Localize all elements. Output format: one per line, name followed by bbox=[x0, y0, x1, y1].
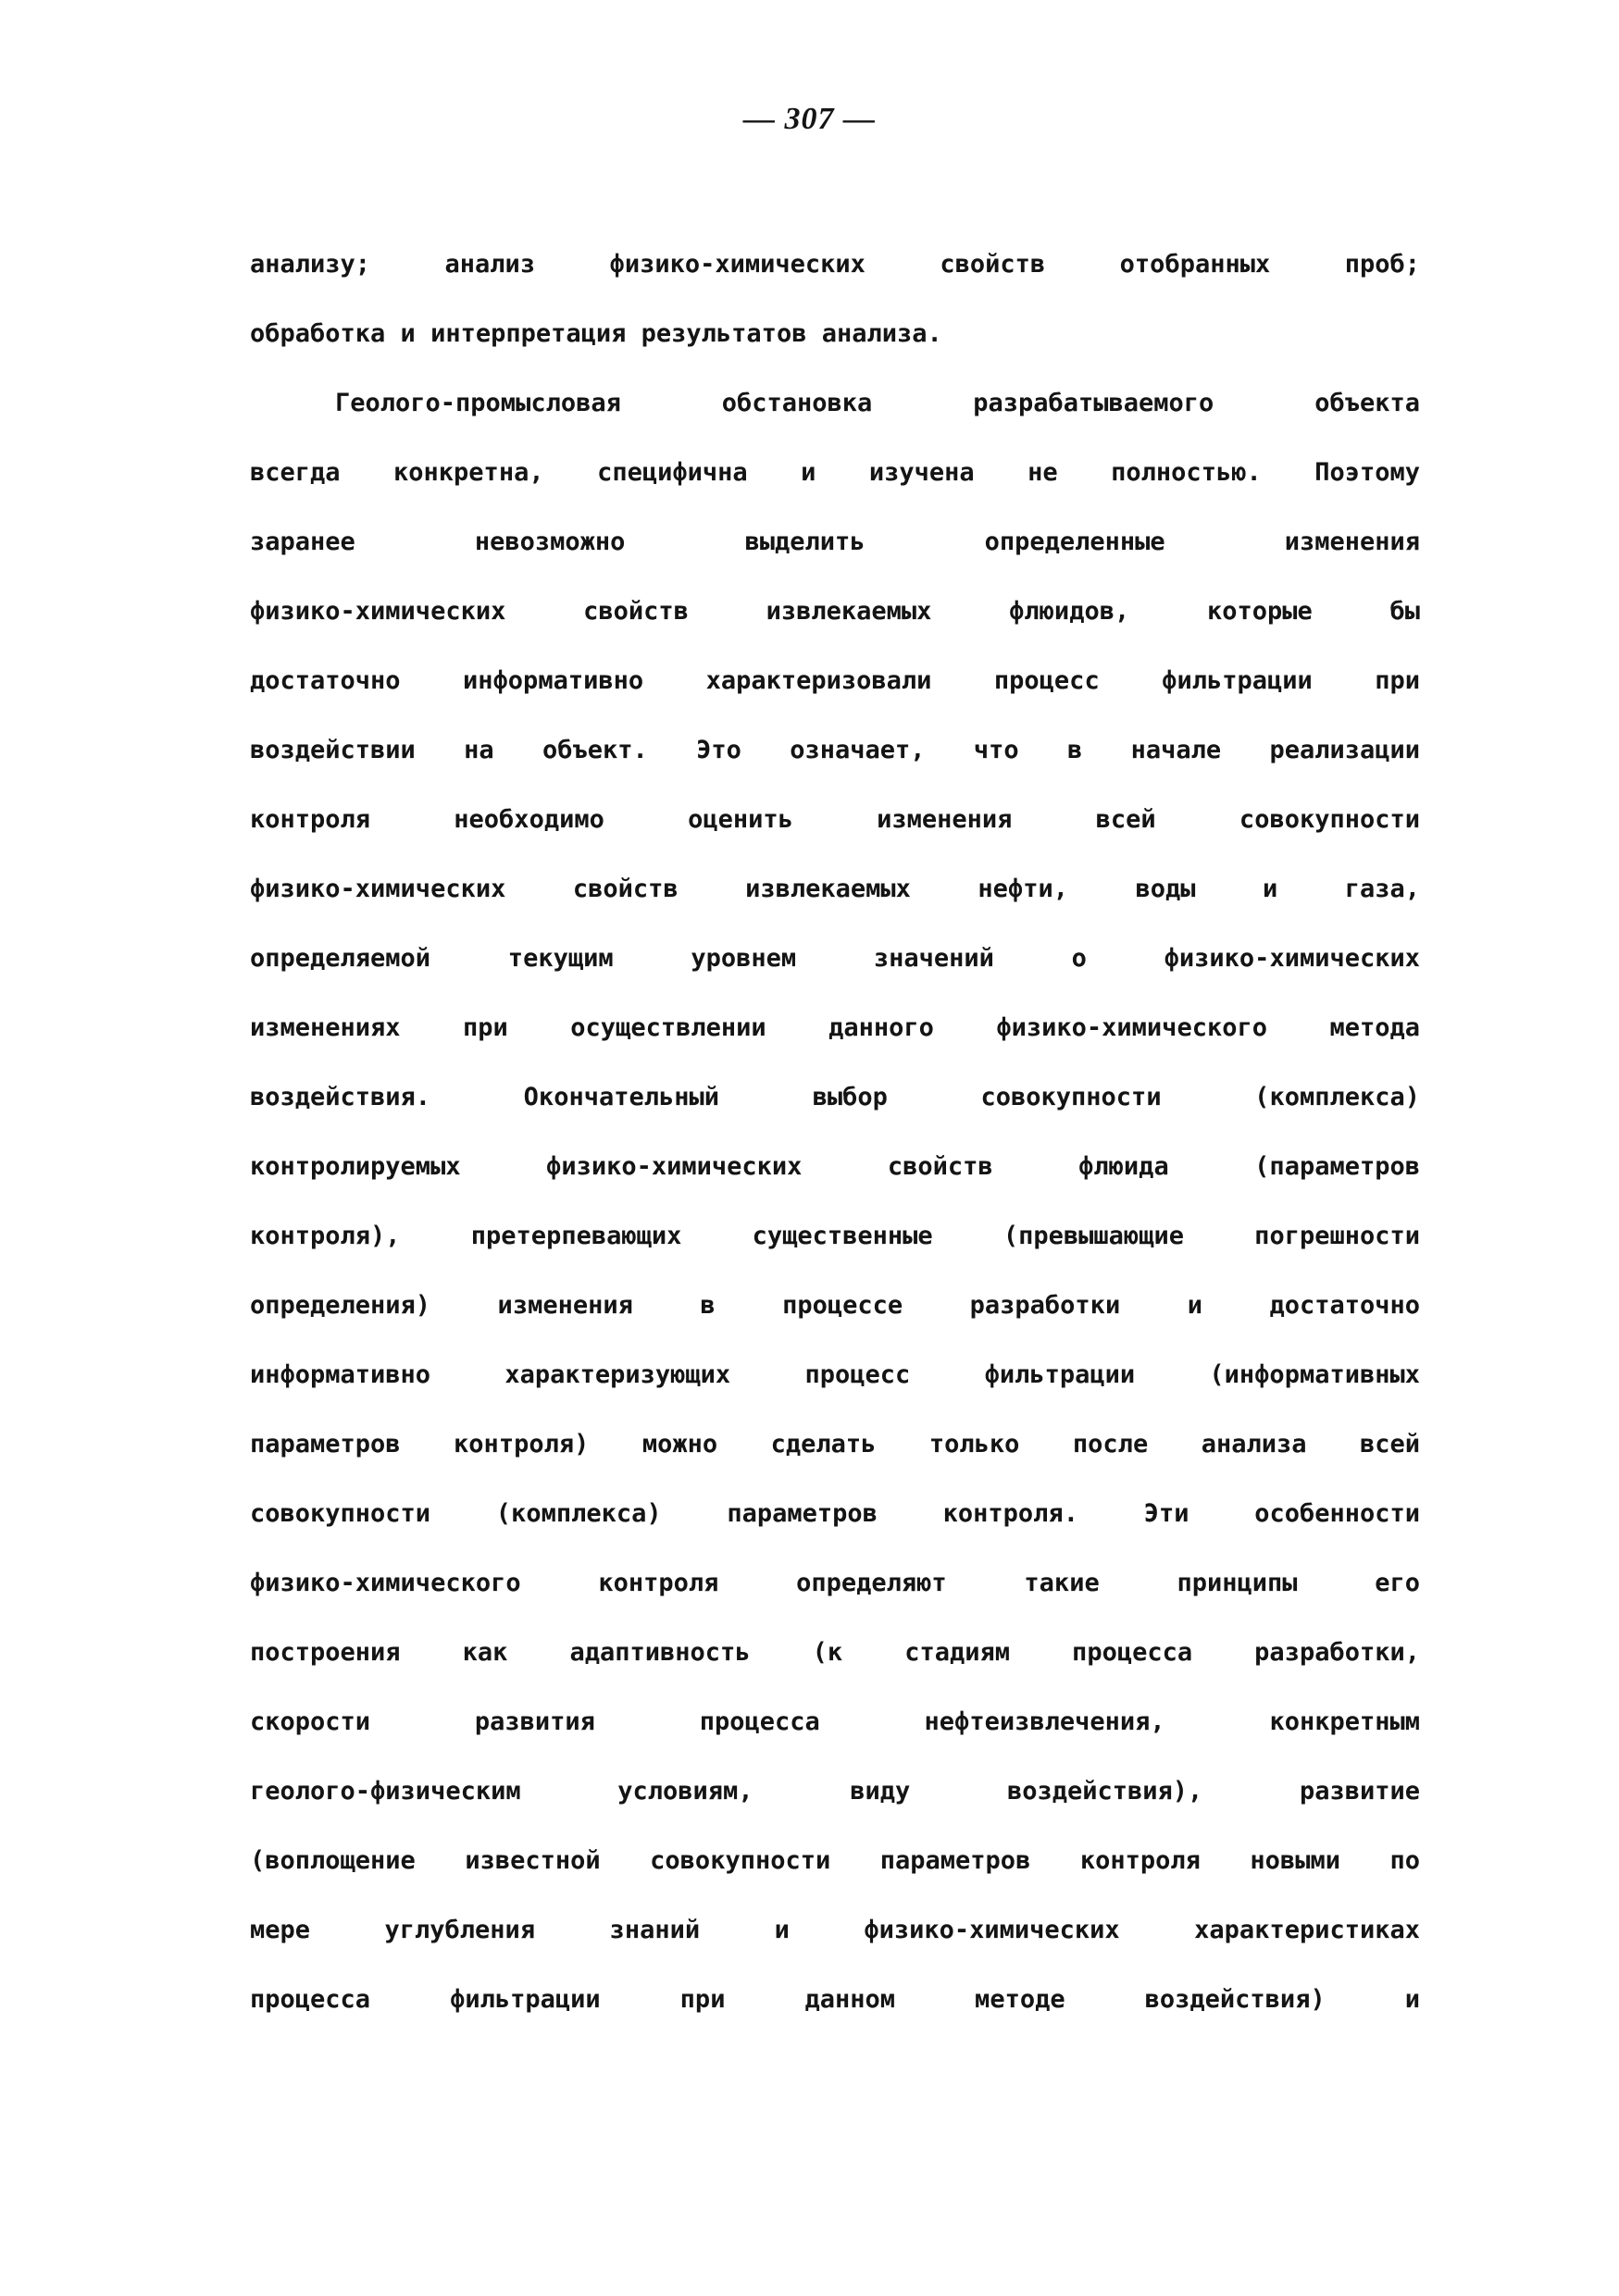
text-line: воздействии на объект. Это означает, что в начале реализации bbox=[250, 736, 1420, 764]
text-line: совокупности (комплекса) параметров контроля. Эти особенности bbox=[250, 1499, 1420, 1528]
text-line: воздействия. Окончательный выбор совокупности (комплекса) bbox=[250, 1083, 1420, 1111]
text-line: достаточно информативно характеризовали процесс фильтрации при bbox=[250, 666, 1420, 695]
paragraph-first-line: Геолого-промысловая обстановка разрабатываемого объекта bbox=[335, 389, 1420, 417]
text-line: физико-химического контроля определяют такие принципы его bbox=[250, 1569, 1420, 1597]
text-line: геолого-физическим условиям, виду воздействия), развитие bbox=[250, 1777, 1420, 1806]
text-line: мере углубления знаний и физико-химических характеристиках bbox=[250, 1916, 1420, 1944]
text-line: обработка и интерпретация результатов анализа. bbox=[250, 319, 942, 348]
text-line: заранее невозможно выделить определенные изменения bbox=[250, 527, 1420, 556]
text-line: скорости развития процесса нефтеизвлечения, конкретным bbox=[250, 1707, 1420, 1736]
text-line: контроля необходимо оценить изменения всей совокупности bbox=[250, 805, 1420, 834]
text-line: информативно характеризующих процесс фильтрации (информативных bbox=[250, 1360, 1420, 1389]
text-line: физико-химических свойств извлекаемых нефти, воды и газа, bbox=[250, 875, 1420, 903]
text-line: параметров контроля) можно сделать только после анализа всей bbox=[250, 1430, 1420, 1458]
text-line: определяемой текущим уровнем значений о физико-химических bbox=[250, 944, 1420, 973]
text-line: построения как адаптивность (к стадиям процесса разработки, bbox=[250, 1638, 1420, 1667]
page-number: — 307 — bbox=[743, 102, 876, 136]
text-line: контроля), претерпевающих существенные (превышающие погрешности bbox=[250, 1222, 1420, 1250]
text-line: определения) изменения в процессе разработки и достаточно bbox=[250, 1291, 1420, 1320]
text-line: (воплощение известной совокупности параметров контроля новыми по bbox=[250, 1846, 1420, 1875]
body-text bbox=[250, 246, 1420, 2051]
text-line: анализу; анализ физико-химических свойств отобранных проб; bbox=[250, 250, 1420, 279]
text-line: процесса фильтрации при данном методе воздействия) и bbox=[250, 1985, 1420, 2014]
text-line: всегда конкретна, специфична и изучена не полностью. Поэтому bbox=[250, 458, 1420, 487]
text-line: изменениях при осуществлении данного физико-химического метода bbox=[250, 1013, 1420, 1042]
text-line: физико-химических свойств извлекаемых флюидов, которые бы bbox=[250, 597, 1420, 626]
text-line: контролируемых физико-химических свойств флюида (параметров bbox=[250, 1152, 1420, 1181]
